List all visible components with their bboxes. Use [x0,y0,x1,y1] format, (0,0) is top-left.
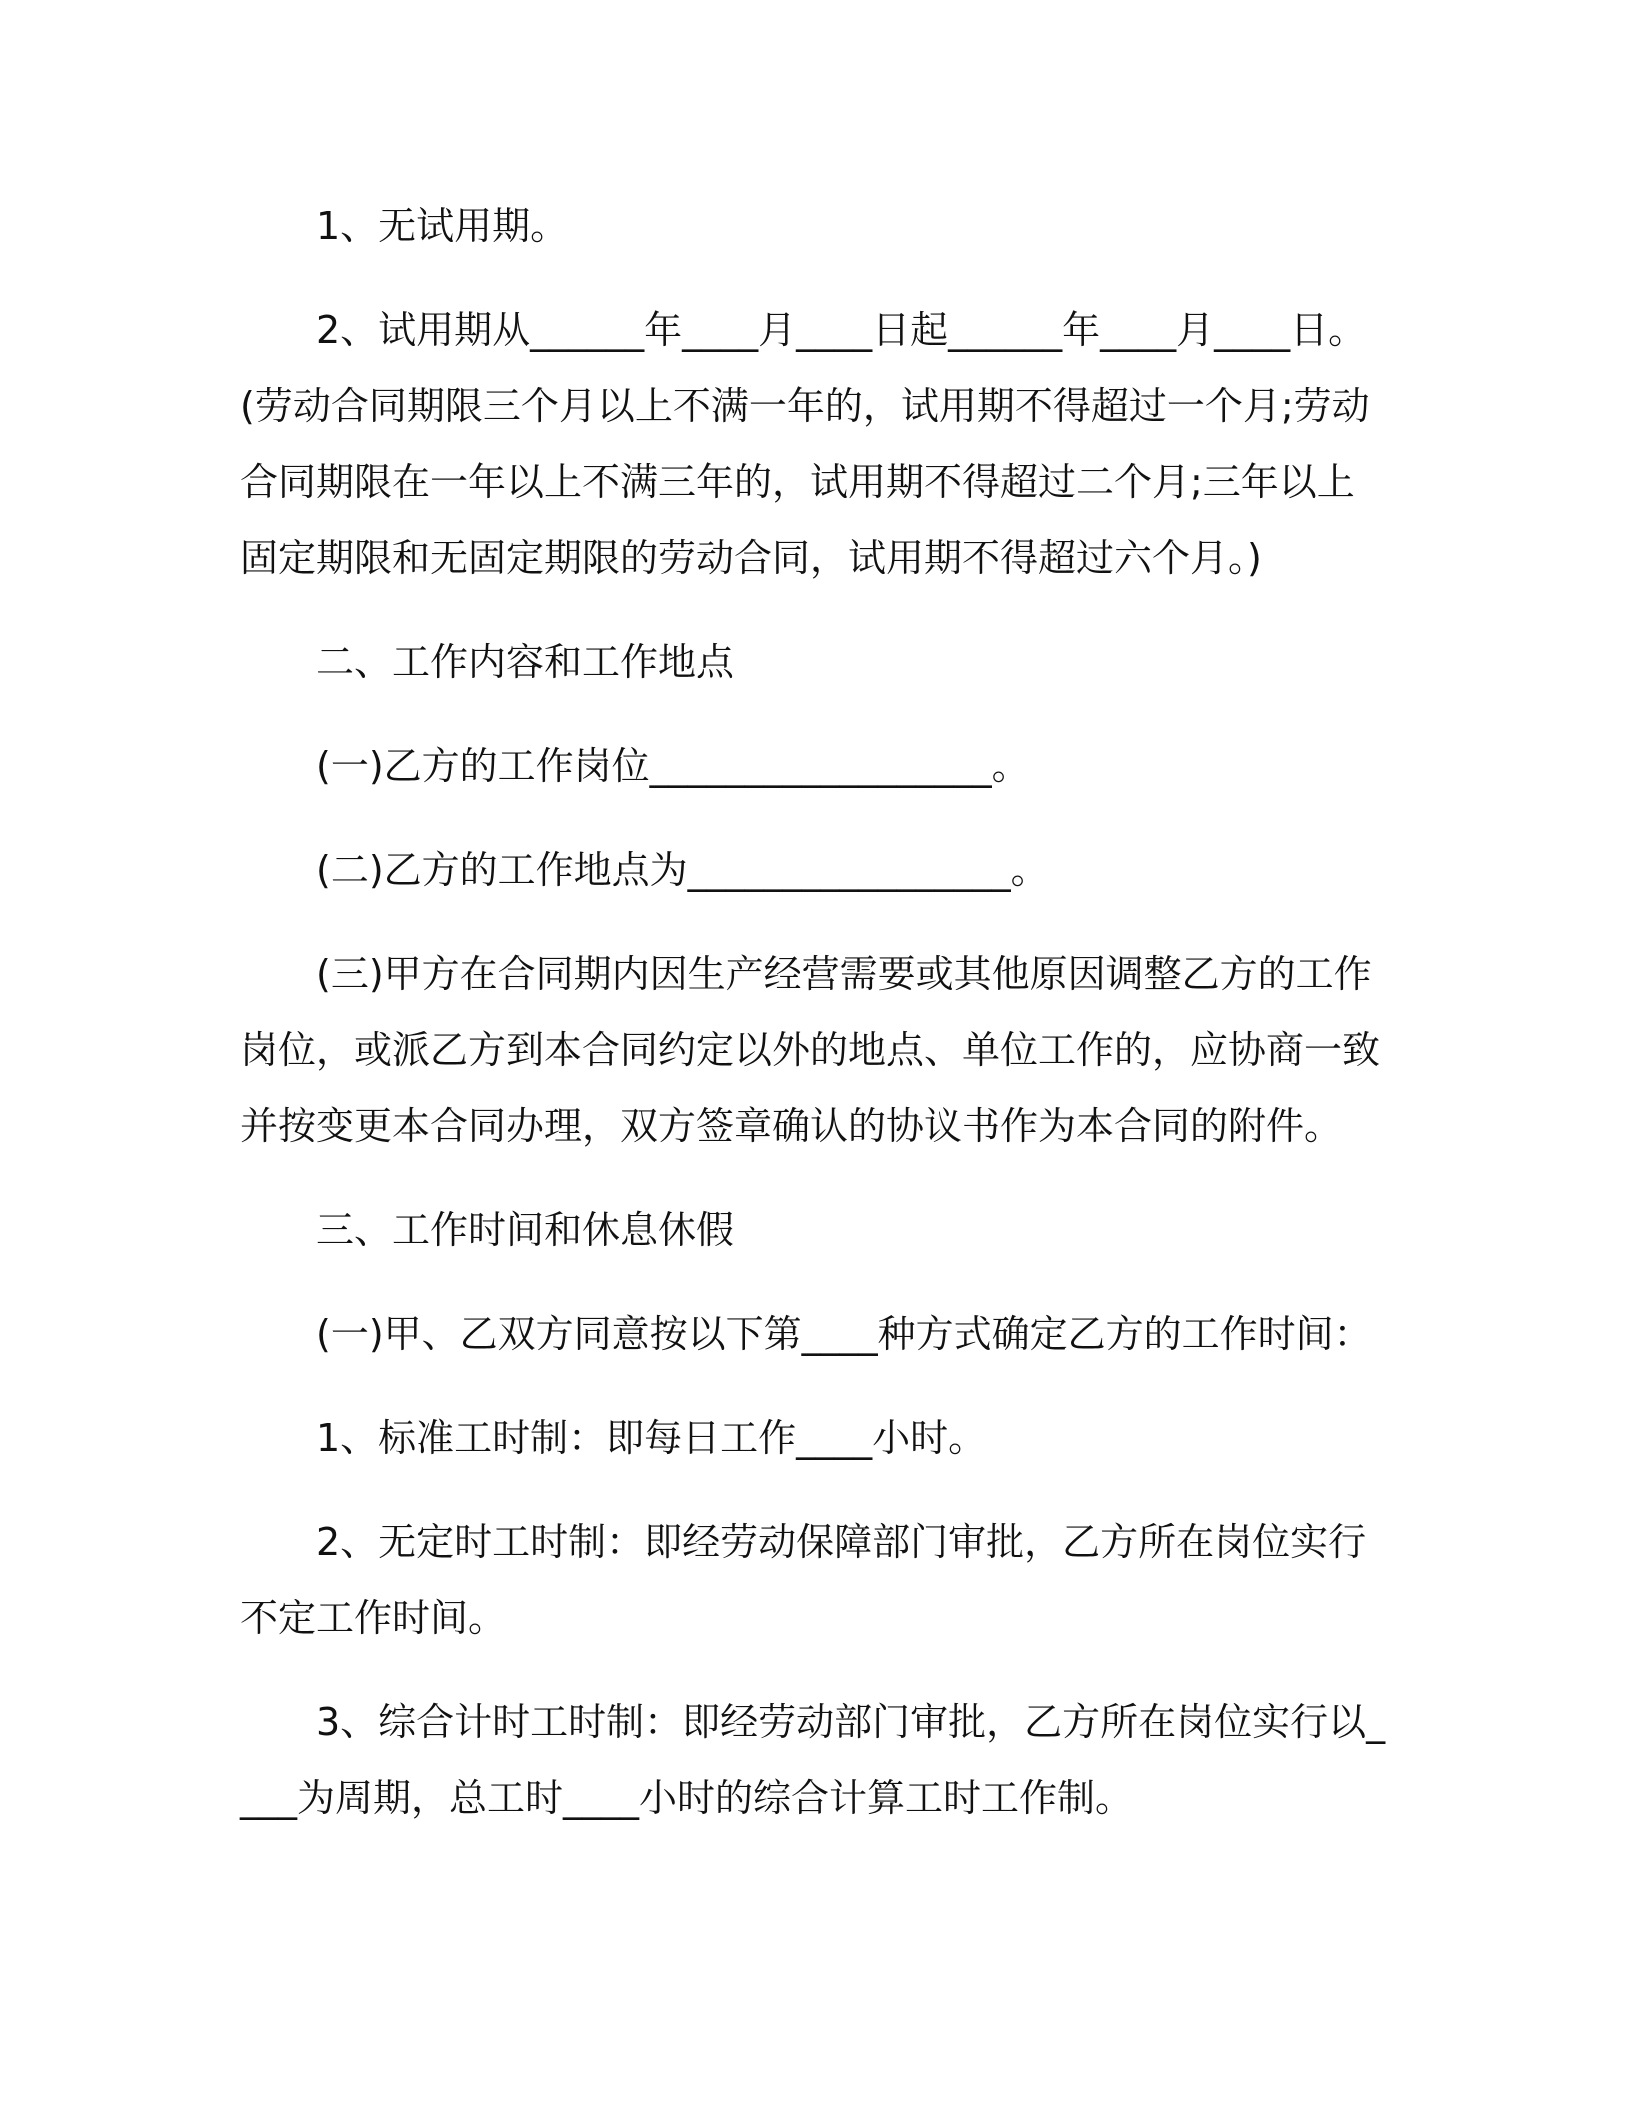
paragraph-probation-period: 2、试用期从______年____月____日起______年____月____日。(劳动合同期限三个月以上不满一年的，试用期不得超过一个月;劳动合同期限在一年以上不满三年的，试用期不得超过二个月;三年以上固定期限和无固定期限的劳动合同，试用期不得超过六个月。) [240,308,1370,580]
paragraph-flexible-hours: 2、无定时工时制：即经劳动保障部门审批，乙方所在岗位实行不定工作时间。 [240,1520,1367,1640]
section-heading-work-time: 三、工作时间和休息休假 [316,1208,735,1252]
paragraph-work-location: (二)乙方的工作地点为_________________。 [316,848,1049,892]
paragraph-position-adjustment: (三)甲方在合同期内因生产经营需要或其他原因调整乙方的工作岗位，或派乙方到本合同约定以外的地点、单位工作的，应协商一致并按变更本合同办理，双方签章确认的协议书作为本合同的附件。 [240,952,1381,1148]
paragraph-work-time-method: (一)甲、乙双方同意按以下第____种方式确定乙方的工作时间： [316,1312,1372,1356]
document-body [240,188,1390,1836]
paragraph-no-probation: 1、无试用期。 [316,204,569,248]
paragraph-work-position: (一)乙方的工作岗位__________________。 [316,744,1030,788]
paragraph-standard-hours: 1、标准工时制：即每日工作____小时。 [316,1416,987,1460]
paragraph-comprehensive-hours: 3、综合计时工时制：即经劳动部门审批，乙方所在岗位实行以____为周期，总工时____小时的综合计算工时工作制。 [240,1700,1386,1820]
section-heading-work-content: 二、工作内容和工作地点 [316,640,735,684]
